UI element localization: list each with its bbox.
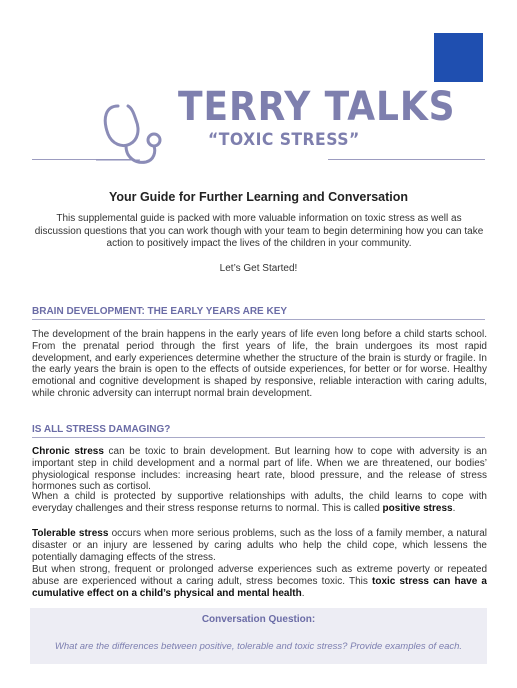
tolerable-stress-term: Tolerable stress (32, 528, 109, 539)
section-heading-stress: IS ALL STRESS DAMAGING? (32, 424, 485, 438)
brand-subtitle: “TOXIC STRESS” (208, 130, 360, 150)
toxic-stress-term: toxic stress can have a cumulative effect on a child’s physical and mental health (32, 575, 487, 599)
positive-stress-end: . (452, 502, 456, 514)
tolerable-stress-paragraph (32, 528, 487, 563)
tolerable-stress-text: occurs when more serious problems, such as the loss of a family member, a natural disaster or an injury are lessened by caring adults who help the child cope, which lessens the potentially damaging effects of the stress. (32, 528, 487, 563)
chronic-stress-paragraph (32, 446, 487, 493)
toxic-stress-end: . (301, 587, 305, 599)
conversation-box (30, 608, 487, 664)
lets-get-started: Let’s Get Started! (219, 263, 298, 274)
conversation-title: Conversation Question: (201, 614, 316, 625)
brain-development-paragraph: The development of the brain happens in the early years of life even long before a child starts school. From the prenatal period through the first years of life, the brain undergoes its most rapid development, and early experiences determine whether the structure of the brain is sturdy or fragile. In the early years the brain is open to the effects of outside experiences, for better or for worse. Healthy emotional and cognitive development is shaped by responsive, reliable interaction with caring adults, while chronic adversity can interrupt normal brain development. (32, 329, 487, 399)
stethoscope-icon (96, 100, 166, 168)
positive-stress-text: When a child is protected by supportive relationships with adults, the child learns to cope with everyday challenges and their stress response returns to normal. This is called (32, 491, 487, 514)
guide-title: Your Guide for Further Learning and Conversation (108, 190, 409, 204)
positive-stress-term: positive stress (382, 502, 453, 514)
accent-square (434, 33, 483, 82)
toxic-stress-paragraph (32, 564, 487, 599)
section-heading-brain-development: BRAIN DEVELOPMENT: THE EARLY YEARS ARE KEY (32, 306, 485, 320)
intro-paragraph: This supplemental guide is packed with more valuable information on toxic stress as well as discussion questions that you can work though with your team to begin determining how you can take action to positively impact the lives of the children in your community. (34, 213, 484, 249)
logo (30, 82, 487, 182)
logo-divider-right (328, 159, 485, 160)
chronic-stress-term: Chronic stress (32, 446, 104, 457)
chronic-stress-text: can be toxic to brain development. But learning how to cope with adversity is an important step in child development and a normal part of life. When we are threatened, our bodies’ physiological response includes: increasing heart rate, blood pressure, and the release of stress hormones such as cortisol. (32, 446, 487, 493)
conversation-question: What are the differences between positive, tolerable and toxic stress? Provide examples of each. (54, 641, 463, 652)
brand-title: TERRY TALKS (178, 84, 456, 130)
toxic-stress-text: But when strong, frequent or prolonged adverse experiences such as extreme poverty or repeated abuse are experienced without a caring adult, stress becomes toxic. This (32, 564, 487, 587)
positive-stress-paragraph (32, 491, 487, 515)
